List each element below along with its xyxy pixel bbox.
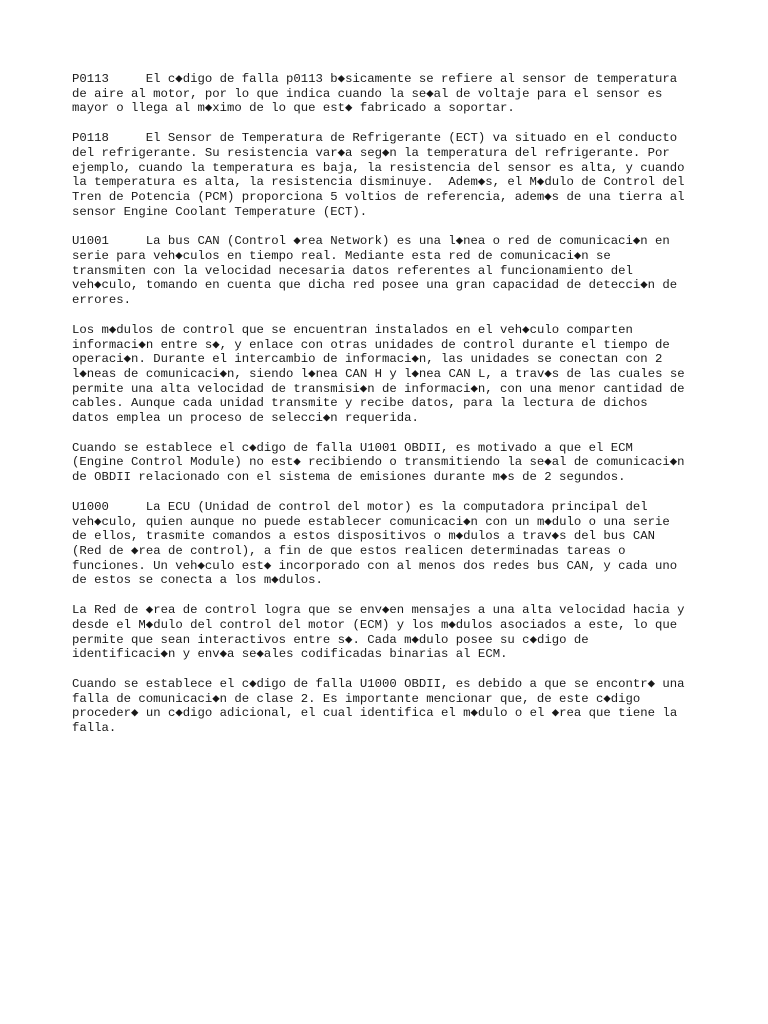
paragraph-p0118: P0118 El Sensor de Temperatura de Refrigerante (ECT) va situado en el conducto del refrigerante. Su resistencia var◆a seg◆n la temperatura del refrigerante. Por ejemplo, cuando la temperatura es baja, la resistencia del sensor es alta, y cuando la temperatura es alta, la resistencia disminuye. Adem◆s, el M◆dulo de Control del Tren de Potencia (PCM) proporciona 5 voltios de referencia, adem◆s de una tierra al sensor Engine Coolant Temperature (ECT). — [72, 131, 685, 219]
paragraph-u1000: U1000 La ECU (Unidad de control del motor) es la computadora principal del veh◆culo, quien aunque no puede establecer comunicaci◆n con un m◆dulo o una serie de ellos, trasmite comandos a estos dispositivos o m◆dulos a trav◆s del bus CAN (Red de ◆rea de control), a fin de que estos realicen determinadas tareas o funciones. Un veh◆culo est◆ incorporado con al menos dos redes bus CAN, y cada uno de estos se conecta a los m◆dulos. — [72, 499, 678, 588]
paragraph-u1001-obdii: Cuando se establece el c◆digo de falla U1001 OBDII, es motivado a que el ECM (Engine Control Module) no est◆ recibiendo o transmitiendo la se◆al de comunicaci◆n de OBDII relacionado con el sistema de emisiones durante m◆s de 2 segundos. — [72, 440, 685, 485]
paragraph-p0113: P0113 El c◆digo de falla p0113 b◆sicamente se refiere al sensor de temperatura de aire al motor, por lo que indica cuando la se◆al de voltaje para el sensor es mayor o llega al m◆ximo de lo que est◆ fabricado a soportar. — [72, 72, 678, 116]
paragraph-control-area-network: La Red de ◆rea de control logra que se env◆en mensajes a una alta velocidad hacia y desde el M◆dulo del control del motor (ECM) y los m◆dulos asociados a este, lo que permite que sean interactivos entre s◆. Cada m◆dulo posee su c◆digo de identificaci◆n y env◆a se◆ales codificadas binarias al ECM. — [72, 603, 685, 662]
document-page — [72, 72, 712, 751]
paragraph-u1000-obdii: Cuando se establece el c◆digo de falla U1000 OBDII, es debido a que se encontr◆ una falla de comunicaci◆n de clase 2. Es importante mencionar que, de este c◆digo proceder◆ un c◆digo adicional, el cual identifica el m◆dulo o el ◆rea que tiene la falla. — [72, 676, 685, 736]
paragraph-control-modules: Los m◆dulos de control que se encuentran instalados en el veh◆culo comparten informaci◆n entre s◆, y enlace con otras unidades de control durante el tiempo de operaci◆n. Durante el intercambio de informaci◆n, las unidades se conectan con 2 l◆neas de comunicaci◆n, siendo l◆nea CAN H y l◆nea CAN L, a trav◆s de las cuales se permite una alta velocidad de transmisi◆n de informaci◆n, con una menor cantidad de cables. Aunque cada unidad transmite y recibe datos, para la lectura de dichos datos emplea un proceso de selecci◆n requerida. — [72, 322, 685, 426]
paragraph-u1001: U1001 La bus CAN (Control ◆rea Network) es una l◆nea o red de comunicaci◆n en serie para veh◆culos en tiempo real. Mediante esta red de comunicaci◆n se transmiten con la velocidad necesaria datos referentes al funcionamiento del veh◆culo, tomando en cuenta que dicha red posee una gran capacidad de detecci◆n de errores. — [72, 234, 678, 308]
